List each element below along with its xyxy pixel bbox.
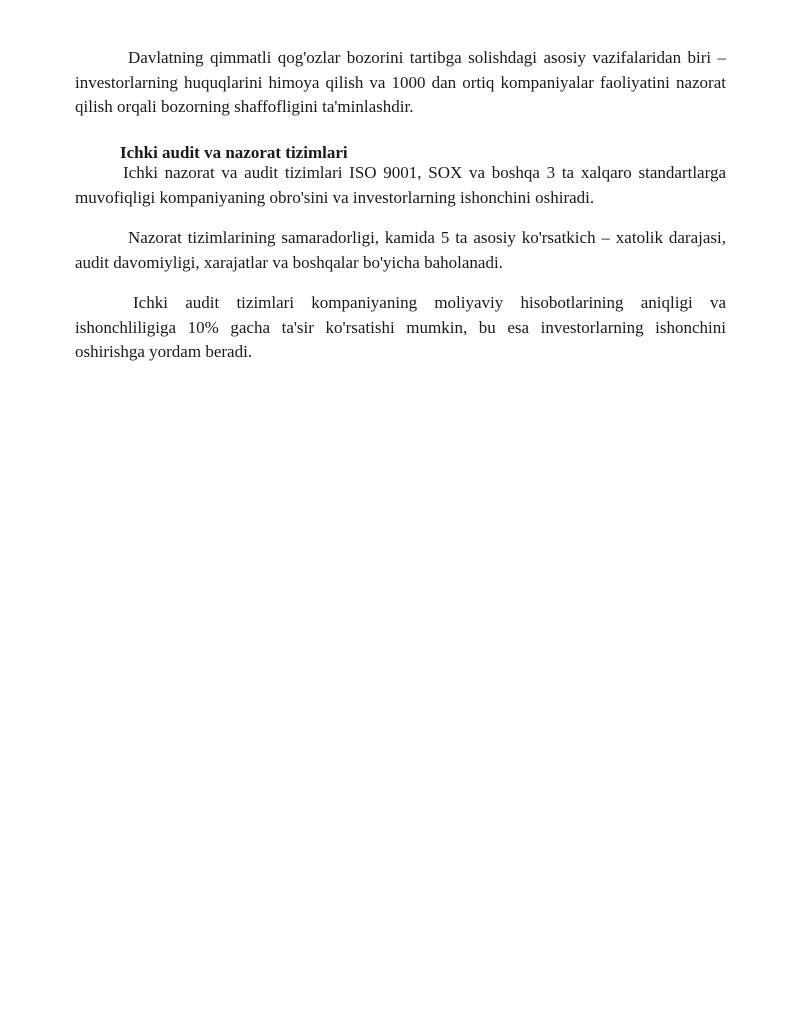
paragraph-effectiveness: Nazorat tizimlarining samaradorligi, kamida 5 ta asosiy ko'rsatkich – xatolik darajasi, audit davomiyligi, xarajatlar va boshqalar bo'yicha baholanadi. — [75, 228, 726, 272]
paragraph-intro: Davlatning qimmatli qog'ozlar bozorini tartibga solishdagi asosiy vazifalaridan biri – investorlarning huquqlarini himoya qilish va 1000 dan ortiq kompaniyalar faoliyatini nazorat qilish orqali bozorning shaffofligini ta'minlashdir. — [75, 48, 726, 116]
paragraph-audit-impact: Ichki audit tizimlari kompaniyaning moliyaviy hisobotlarining aniqligi va ishonchliligiga 10% gacha ta'sir ko'rsatishi mumkin, bu esa investorlarning ishonchini oshirishga yordam beradi. — [75, 293, 726, 361]
section-heading: Ichki audit va nazorat tizimlari — [120, 143, 348, 162]
paragraph-standards: Ichki nazorat va audit tizimlari ISO 9001, SOX va boshqa 3 ta xalqaro standartlarga muvofiqligi kompaniyaning obro'sini va investorlarning ishonchini oshiradi. — [75, 163, 726, 207]
